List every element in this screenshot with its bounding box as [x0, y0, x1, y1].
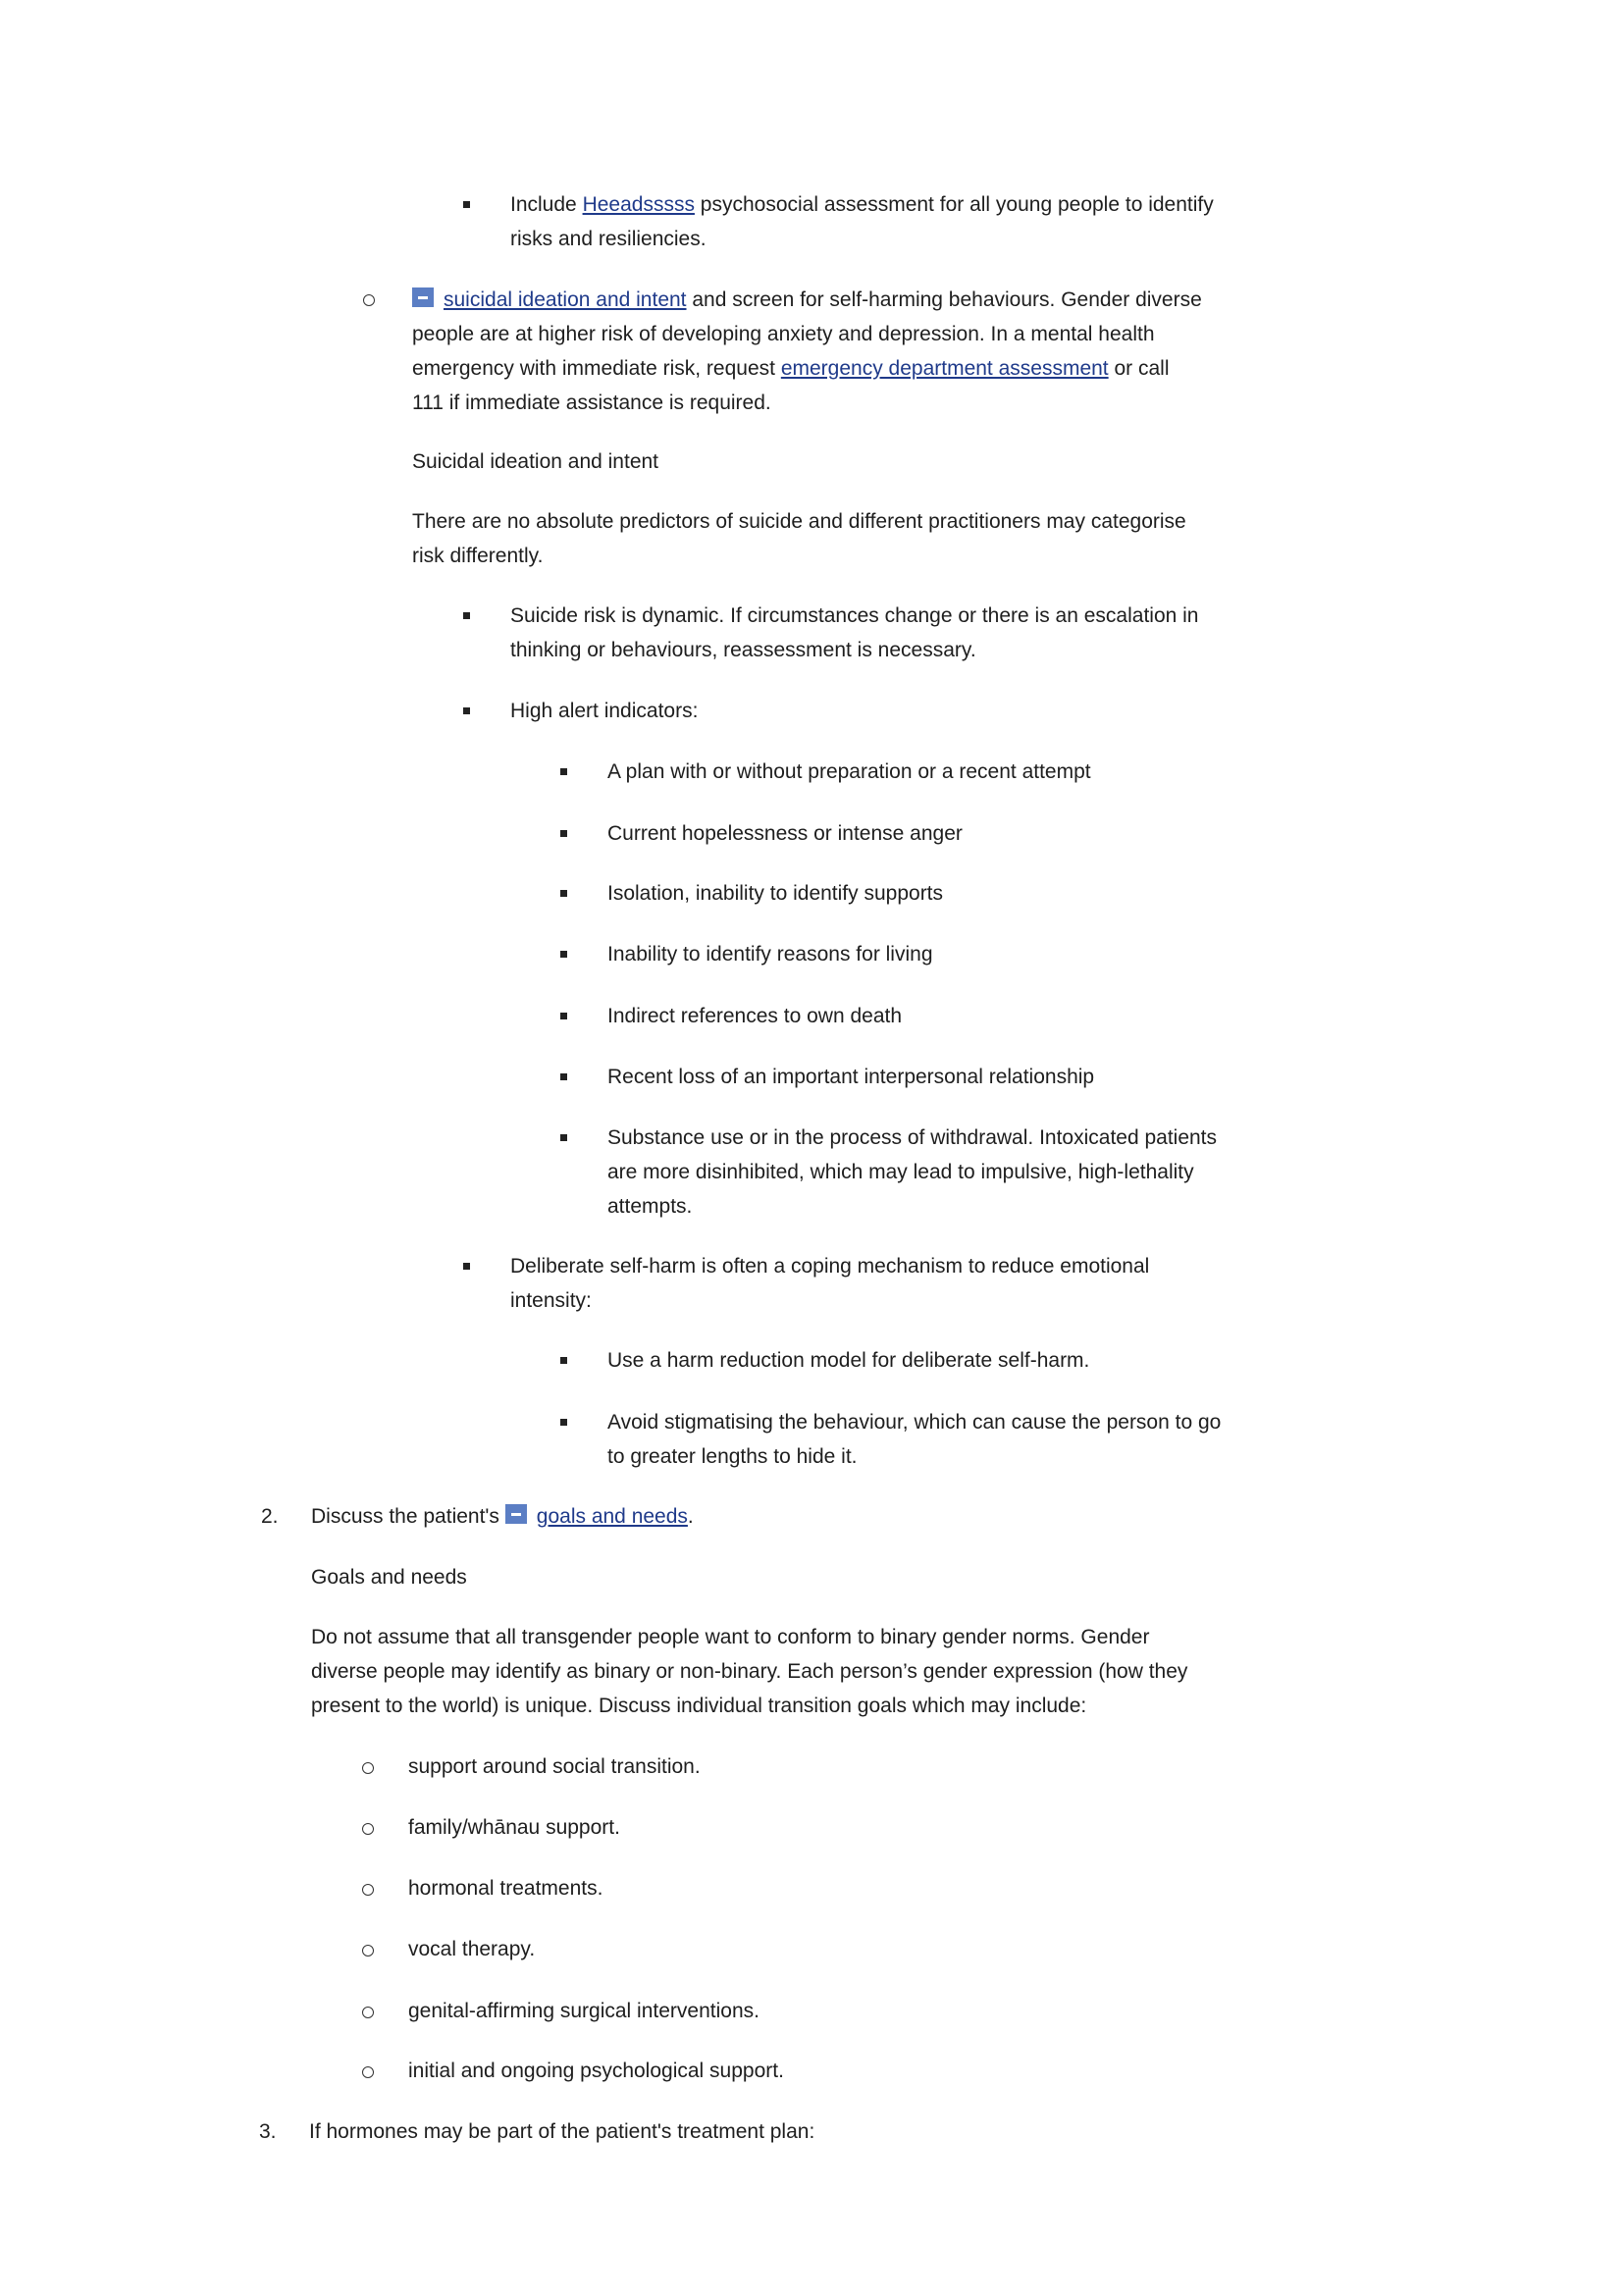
- circle-bullet-icon: [362, 1945, 374, 1957]
- step-2: [311, 1499, 694, 1534]
- list-item: Isolation, inability to identify supports: [607, 882, 944, 905]
- text: Suicide risk is dynamic. If circumstances change or there is an escalation in: [510, 604, 1199, 627]
- text: or call: [1108, 357, 1170, 380]
- bullet-icon: [560, 768, 567, 775]
- heeadsssss-link[interactable]: Heeadsssss: [582, 193, 695, 216]
- list-item: [607, 1121, 1217, 1224]
- bullet-icon: [560, 1357, 567, 1364]
- circle-bullet-icon: [362, 2066, 374, 2078]
- bullet-icon: [560, 1134, 567, 1141]
- text: risk differently.: [412, 545, 544, 567]
- goal-item: support around social transition.: [408, 1755, 701, 1778]
- text: 111 if immediate assistance is required.: [412, 391, 771, 414]
- goal-item: hormonal treatments.: [408, 1877, 603, 1900]
- goal-item: initial and ongoing psychological support.: [408, 2060, 784, 2082]
- text: Include: [510, 193, 583, 216]
- paragraph: [311, 1620, 1187, 1723]
- text: risks and resiliencies.: [510, 228, 707, 250]
- text: attempts.: [607, 1195, 693, 1218]
- bullet-icon: [560, 830, 567, 837]
- bullet-icon: [463, 201, 470, 208]
- circle-bullet-icon: [362, 1884, 374, 1896]
- text: Substance use or in the process of withdrawal. Intoxicated patients: [607, 1126, 1218, 1149]
- circle-bullet-icon: [363, 294, 375, 306]
- text: .: [687, 1505, 694, 1528]
- section-heading: Suicidal ideation and intent: [412, 450, 659, 473]
- bullet-icon: [560, 1073, 567, 1080]
- goal-item: vocal therapy.: [408, 1938, 536, 1960]
- list-item: [607, 1405, 1221, 1474]
- goal-item: genital-affirming surgical interventions.: [408, 2000, 759, 2022]
- list-item: Use a harm reduction model for deliberate self-harm.: [607, 1349, 1090, 1372]
- section-heading: Goals and needs: [311, 1566, 467, 1589]
- step-number: 3.: [259, 2120, 277, 2143]
- suicidal-ideation-link[interactable]: suicidal ideation and intent: [444, 288, 687, 311]
- list-item: [510, 1249, 1149, 1318]
- text: to greater lengths to hide it.: [607, 1445, 858, 1468]
- paragraph: [412, 504, 1186, 573]
- text: and screen for self-harming behaviours. Gender diverse: [686, 288, 1202, 311]
- text: There are no absolute predictors of suicide and different practitioners may categorise: [412, 510, 1186, 533]
- text: intensity:: [510, 1289, 592, 1312]
- emergency-assessment-link[interactable]: emergency department assessment: [780, 357, 1109, 380]
- text: Do not assume that all transgender people want to conform to binary gender norms. Gender: [311, 1626, 1150, 1648]
- text: people are at higher risk of developing anxiety and depression. In a mental health: [412, 323, 1155, 345]
- list-item: Indirect references to own death: [607, 1005, 903, 1027]
- circle-bullet-icon: [362, 1823, 374, 1835]
- bullet-icon: [560, 1419, 567, 1426]
- text: Deliberate self-harm is often a coping mechanism to reduce emotional: [510, 1255, 1150, 1278]
- goal-item: family/whānau support.: [408, 1816, 620, 1839]
- text: psychosocial assessment for all young people to identify: [694, 193, 1214, 216]
- list-item: Current hopelessness or intense anger: [607, 822, 963, 845]
- bullet-icon: [463, 1263, 470, 1270]
- circle-bullet-icon: [362, 1762, 374, 1774]
- list-item: High alert indicators:: [510, 700, 699, 722]
- bullet-icon: [560, 951, 567, 958]
- bullet-icon: [463, 612, 470, 619]
- circle-bullet-icon: [362, 2007, 374, 2018]
- bullet-icon: [560, 890, 567, 897]
- collapse-icon[interactable]: [505, 1504, 527, 1524]
- step-number: 2.: [261, 1505, 279, 1528]
- text: Avoid stigmatising the behaviour, which can cause the person to go: [607, 1411, 1222, 1434]
- text: diverse people may identify as binary or non-binary. Each person’s gender expression (how they: [311, 1660, 1188, 1683]
- list-item: Recent loss of an important interpersonal relationship: [607, 1066, 1095, 1088]
- bullet-icon: [463, 707, 470, 714]
- step-3: If hormones may be part of the patient's treatment plan:: [309, 2120, 815, 2143]
- text: thinking or behaviours, reassessment is necessary.: [510, 639, 976, 661]
- text: emergency with immediate risk, request: [412, 357, 781, 380]
- list-item: Inability to identify reasons for living: [607, 943, 933, 965]
- text: present to the world) is unique. Discuss individual transition goals which may include:: [311, 1695, 1087, 1717]
- text: are more disinhibited, which may lead to impulsive, high-lethality: [607, 1161, 1194, 1183]
- list-item: A plan with or without preparation or a recent attempt: [607, 760, 1091, 783]
- collapse-icon[interactable]: [412, 287, 434, 307]
- goals-needs-link[interactable]: goals and needs: [536, 1505, 688, 1528]
- list-item: [510, 599, 1198, 667]
- text: Discuss the patient's: [311, 1505, 505, 1528]
- bullet-icon: [560, 1013, 567, 1019]
